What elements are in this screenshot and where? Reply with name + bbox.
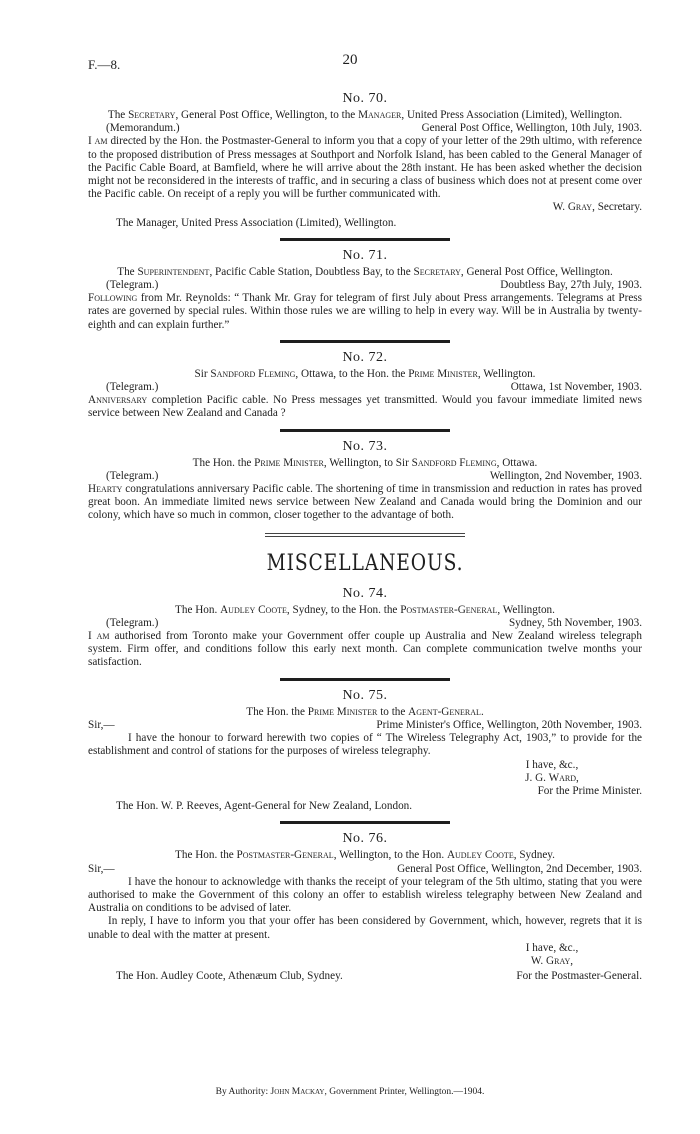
message-meta xyxy=(88,381,642,394)
page-number: 20 xyxy=(342,52,358,68)
section-title: MISCELLANEOUS. xyxy=(266,550,464,576)
message-70 xyxy=(88,90,642,230)
signatory: J. G. Ward, xyxy=(525,771,579,784)
message-number: No. 72. xyxy=(342,349,388,365)
message-body: I am authorised from Toronto make your Government offer couple up Australia and New Zealand wireless telegraph system. Firm offer, and conditions follow this early next month. Can complete communication twelve months your satisfaction. xyxy=(88,630,642,669)
section-divider xyxy=(280,821,450,824)
message-type: (Telegram.) xyxy=(106,279,159,292)
page-content xyxy=(88,90,642,983)
section-divider xyxy=(280,340,450,343)
document-reference: F.—8. xyxy=(88,57,121,72)
addressee-row xyxy=(88,970,642,983)
message-heading: The Hon. the Prime Minister, Wellington, to Sir Sandford Fleming, Ottawa. xyxy=(192,456,538,469)
section-divider xyxy=(280,429,450,432)
message-body: Following from Mr. Reynolds: “ Thank Mr. Gray for telegram of first July about Press arrangements. Telegrams at Press rates are governed by special rules. Within those rules we are willing to help in every way. Will be in Australia by twenty-eighth and can explain further.” xyxy=(88,292,642,331)
message-73 xyxy=(88,438,642,523)
message-body: Anniversary completion Pacific cable. No Press messages yet transmitted. Would you favour immediate limited news service between New Zealand and Canada ? xyxy=(88,394,642,420)
closing: I have, &c., xyxy=(525,941,579,954)
message-74 xyxy=(88,585,642,670)
message-type: (Telegram.) xyxy=(106,616,159,629)
printer-imprint: By Authority: John Mackay, Government Printer, Wellington.—1904. xyxy=(215,1087,485,1097)
message-dateline: General Post Office, Wellington, 10th July, 1903. xyxy=(421,122,642,135)
salutation: Sir,— xyxy=(88,718,115,731)
message-body-continued: In reply, I have to inform you that your offer has been considered by Government, which, however, regrets that it is unable to deal with the matter at present. xyxy=(88,915,642,941)
message-number: No. 75. xyxy=(342,687,388,703)
message-meta xyxy=(88,719,642,732)
message-body: I am directed by the Hon. the Postmaster-General to inform you that a copy of your letter of the 29th ultimo, with reference to the proposed distribution of Press messages at Southport and Norfolk Island, has been cabled to the General Manager of the Pacific Cable Board, at Bamfield, where he will arrive about the 28th instant. He has been asked whether the decision might not be reconsidered in the interests of traffic, and in securing a class of business which does not at present come over the Pacific cable. On receipt of a reply you will be further communicated with. xyxy=(88,135,643,201)
signatory-title: For the Prime Minister. xyxy=(537,784,642,797)
message-heading: The Hon. the Prime Minister to the Agent-General. xyxy=(246,705,484,718)
message-body: I have the honour to forward herewith two copies of “ The Wireless Telegraphy Act, 1903,” to provide for the establishment and control of stations for the purposes of wireless telegraphy. xyxy=(88,732,642,758)
message-heading: The Superintendent, Pacific Cable Station, Doubtless Bay, to the Secretary, General Post Office, Wellington. xyxy=(117,265,613,278)
section-divider xyxy=(280,678,450,681)
signatory: W. Gray, xyxy=(530,954,574,967)
closing: I have, &c., xyxy=(525,758,579,771)
message-76 xyxy=(88,830,642,983)
signature xyxy=(88,759,642,799)
signatory-title: For the Postmaster-General. xyxy=(516,970,642,983)
addressee: The Manager, United Press Association (Limited), Wellington. xyxy=(116,216,397,229)
addressee: The Hon. Audley Coote, Athenæum Club, Sydney. xyxy=(116,970,343,983)
message-72 xyxy=(88,349,642,421)
message-heading: Sir Sandford Fleming, Ottawa, to the Hon. the Prime Minister, Wellington. xyxy=(194,367,536,380)
message-meta xyxy=(88,122,642,135)
message-number: No. 71. xyxy=(342,247,388,263)
addressee: The Hon. W. P. Reeves, Agent-General for New Zealand, London. xyxy=(116,800,413,813)
message-heading: The Secretary, General Post Office, Wellington, to the Manager, United Press Association (Limited), Wellington. xyxy=(107,109,623,121)
message-dateline: Doubtless Bay, 27th July, 1903. xyxy=(500,279,642,292)
message-dateline: Ottawa, 1st November, 1903. xyxy=(510,381,642,394)
message-body: Hearty congratulations anniversary Pacific cable. The shortening of time in transmission and reduction in rates has proved great boon. An immediate limited news service between New Zealand and Canada would bring the Dominion and our colony, which have so much in common, closer together to the advantage of both. xyxy=(88,483,642,522)
message-body: I have the honour to acknowledge with thanks the receipt of your telegram of the 5th ultimo, stating that you were authorised to make the Government of this colony an offer to establish wireless telegraphy between New Zealand and Australia on conditions to be advised of later. xyxy=(88,875,642,915)
section-divider xyxy=(280,238,450,241)
signature xyxy=(88,942,642,968)
message-75 xyxy=(88,687,642,814)
message-heading: The Hon. Audley Coote, Sydney, to the Hon. the Postmaster-General, Wellington. xyxy=(175,603,555,616)
salutation: Sir,— xyxy=(88,862,115,875)
double-divider xyxy=(265,533,465,537)
message-number: No. 74. xyxy=(342,585,388,601)
message-meta xyxy=(88,617,642,630)
message-dateline: Sydney, 5th November, 1903. xyxy=(508,616,642,629)
message-heading: The Hon. the Postmaster-General, Wellington, to the Hon. Audley Coote, Sydney. xyxy=(175,849,555,862)
signature: W. Gray, Secretary. xyxy=(552,201,642,214)
message-number: No. 76. xyxy=(342,831,388,847)
message-meta xyxy=(88,863,642,876)
message-71 xyxy=(88,247,642,332)
message-meta xyxy=(88,470,642,483)
message-number: No. 73. xyxy=(342,438,388,454)
message-type: (Telegram.) xyxy=(106,469,159,482)
message-number: No. 70. xyxy=(342,91,388,106)
message-dateline: Prime Minister's Office, Wellington, 20th November, 1903. xyxy=(376,718,642,731)
message-dateline: Wellington, 2nd November, 1903. xyxy=(489,469,642,482)
message-dateline: General Post Office, Wellington, 2nd December, 1903. xyxy=(397,862,642,875)
message-meta xyxy=(88,279,642,292)
message-type: (Memorandum.) xyxy=(106,122,180,135)
message-type: (Telegram.) xyxy=(106,381,159,394)
